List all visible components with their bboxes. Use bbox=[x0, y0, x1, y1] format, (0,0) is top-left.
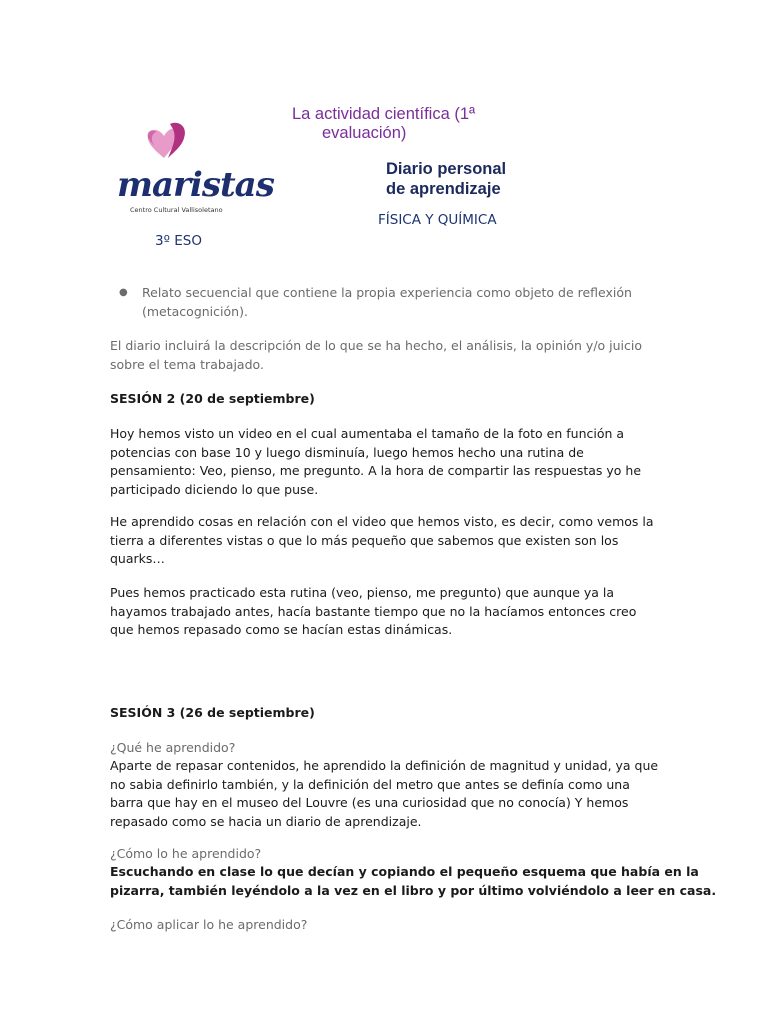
text-line: hayamos trabajado antes, hacía bastante tiempo que no la hacíamos entonces creo bbox=[110, 603, 637, 619]
diario-heading-line-1: Diario personal bbox=[386, 160, 507, 178]
text-line: (metacognición). bbox=[142, 303, 248, 319]
text-line: Hoy hemos visto un video en el cual aumentaba el tamaño de la foto en función a bbox=[110, 426, 625, 441]
text-line: Escuchando en clase lo que decían y copiando el pequeño esquema que había en la bbox=[110, 864, 699, 879]
text-line: Relato secuencial que contiene la propia experiencia como objeto de reflexión bbox=[142, 285, 632, 300]
answer-how-learned bbox=[110, 863, 717, 900]
answer-what-learned bbox=[110, 757, 665, 831]
session-2-heading: SESIÓN 2 (20 de septiembre) bbox=[110, 391, 315, 406]
text-line: que hemos repasado como se hacían estas dinámicas. bbox=[110, 622, 453, 638]
text-line: participado diciendo lo que puse. bbox=[110, 481, 319, 497]
session-2-paragraph-1 bbox=[110, 425, 665, 499]
text-line: Pues hemos practicado esta rutina (veo, pienso, me pregunto) que aunque ya la bbox=[110, 585, 615, 600]
logo-subtitle: Centro Cultural Vallisoletano bbox=[130, 206, 223, 214]
text-line: tierra a diferentes vistas o que lo más pequeño que sabemos que existen son los bbox=[110, 532, 619, 548]
document-title-line-1: La actividad científica (1ª bbox=[292, 105, 476, 123]
text-line: repasado como se hacia un diario de aprendizaje. bbox=[110, 813, 422, 829]
subject-label: FÍSICA Y QUÍMICA bbox=[378, 212, 497, 228]
bullet-icon: ● bbox=[119, 287, 128, 298]
document-title-line-2: evaluación) bbox=[322, 124, 407, 142]
question-what-learned: ¿Qué he aprendido? bbox=[110, 740, 236, 755]
logo-wordmark: maristas bbox=[117, 165, 274, 205]
text-line: pizarra, también leyéndolo a la vez en el libro y por último volviéndolo a leer en casa. bbox=[110, 882, 717, 898]
text-line: quarks… bbox=[110, 551, 165, 567]
text-line: Aparte de repasar contenidos, he aprendido la definición de magnitud y unidad, ya que bbox=[110, 758, 659, 773]
text-line: sobre el tema trabajado. bbox=[110, 356, 264, 372]
grade-label: 3º ESO bbox=[155, 233, 202, 249]
question-how-apply: ¿Cómo aplicar lo he aprendido? bbox=[110, 917, 308, 932]
session-2-paragraph-3 bbox=[110, 584, 665, 640]
text-line: no sabia definirlo también, y la definición del metro que antes se definía como una bbox=[110, 776, 630, 792]
diario-heading-line-2: de aprendizaje bbox=[386, 180, 501, 198]
session-2-paragraph-2 bbox=[110, 513, 665, 569]
text-line: El diario incluirá la descripción de lo que se ha hecho, el análisis, la opinión y/o juicio bbox=[110, 338, 643, 353]
session-3-heading: SESIÓN 3 (26 de septiembre) bbox=[110, 705, 315, 720]
bullet-text bbox=[142, 284, 662, 321]
text-line: pensamiento: Veo, pienso, me pregunto. A la hora de compartir las respuestas yo he bbox=[110, 463, 642, 479]
question-how-learned: ¿Cómo lo he aprendido? bbox=[110, 846, 262, 861]
text-line: potencias con base 10 y luego disminuía, luego hemos hecho una rutina de bbox=[110, 444, 584, 460]
intro-paragraph bbox=[110, 337, 665, 374]
text-line: He aprendido cosas en relación con el video que hemos visto, es decir, como vemos la bbox=[110, 514, 654, 529]
text-line: barra que hay en el museo del Louvre (es una curiosidad que no conocía) Y hemos bbox=[110, 795, 629, 811]
